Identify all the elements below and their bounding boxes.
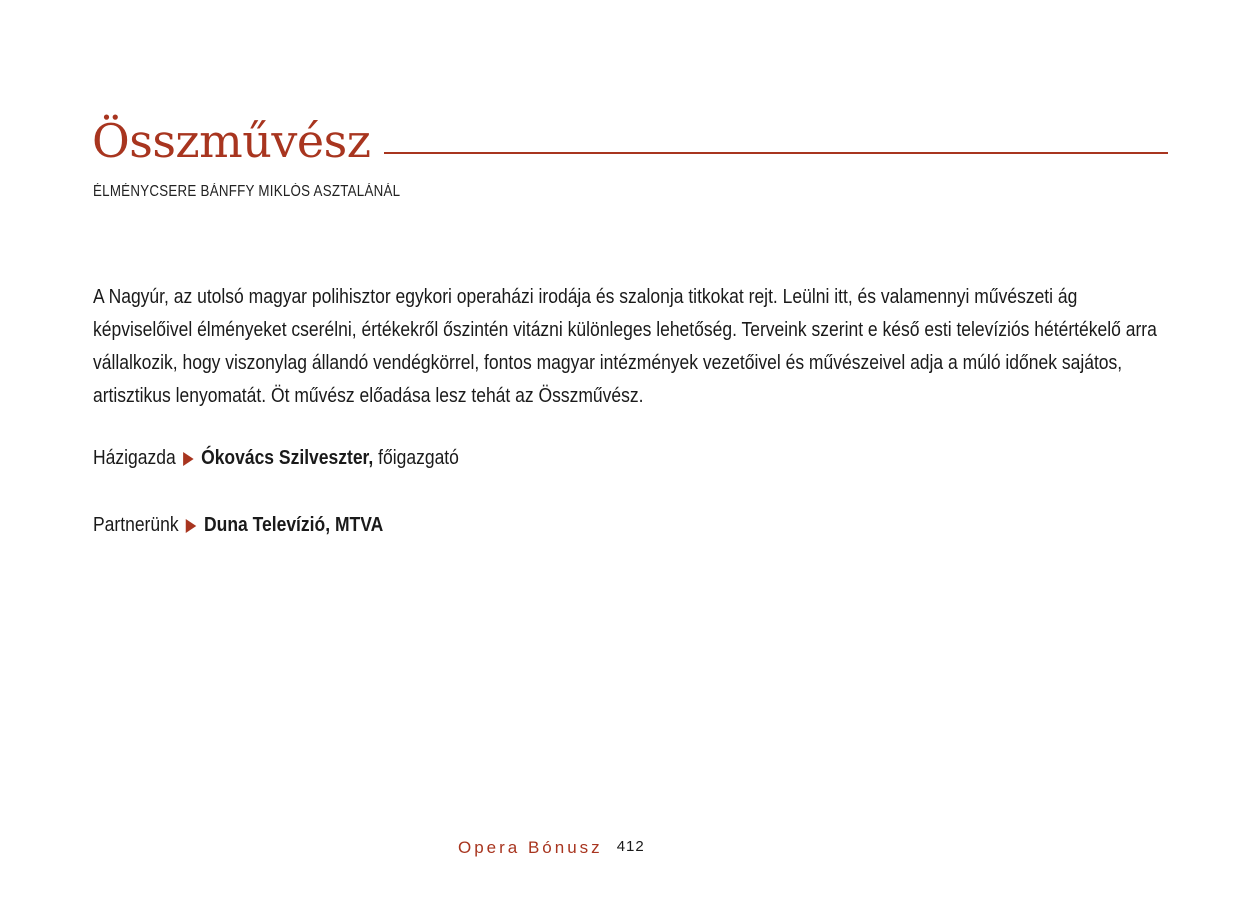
body-paragraph: A Nagyúr, az utolsó magyar polihisztor egykori operaházi irodája és szalonja titkokat rejt. Leülni itt, és valamennyi művészeti ág képviselőivel élményeket cserélni, értékekről őszintén vitázni különleges lehetőség. Terveink szerint e késő esti televíziós hétértékelő arra vállalkozik, hogy viszonylag állandó vendégkörrel, fontos magyar intézmények vezetőivel és művészeivel adja a múló időnek sajátos, artisztikus lenyomatát. Öt művész előadása lesz tehát az Összművész.	[93, 286, 1157, 407]
page-footer	[458, 838, 645, 858]
host-role: főigazgató	[373, 447, 459, 469]
page-title: Összművész	[92, 114, 371, 168]
title-rule	[384, 152, 1168, 154]
page-subtitle: ÉLMÉNYCSERE BÁNFFY MIKLÓS ASZTALÁNÁL	[93, 183, 401, 200]
triangle-right-icon	[186, 519, 197, 533]
triangle-right-icon	[183, 452, 194, 466]
page-number: 412	[616, 838, 645, 855]
host-name: Ókovács Szilveszter,	[201, 447, 374, 469]
partner-name: Duna Televízió, MTVA	[203, 514, 384, 536]
host-label: Házigazda	[93, 447, 176, 469]
host-credit	[93, 447, 459, 470]
partner-label: Partnerünk	[93, 514, 179, 536]
partner-credit	[93, 514, 383, 537]
footer-label: Opera Bónusz	[458, 838, 603, 857]
title-row	[92, 114, 1168, 168]
